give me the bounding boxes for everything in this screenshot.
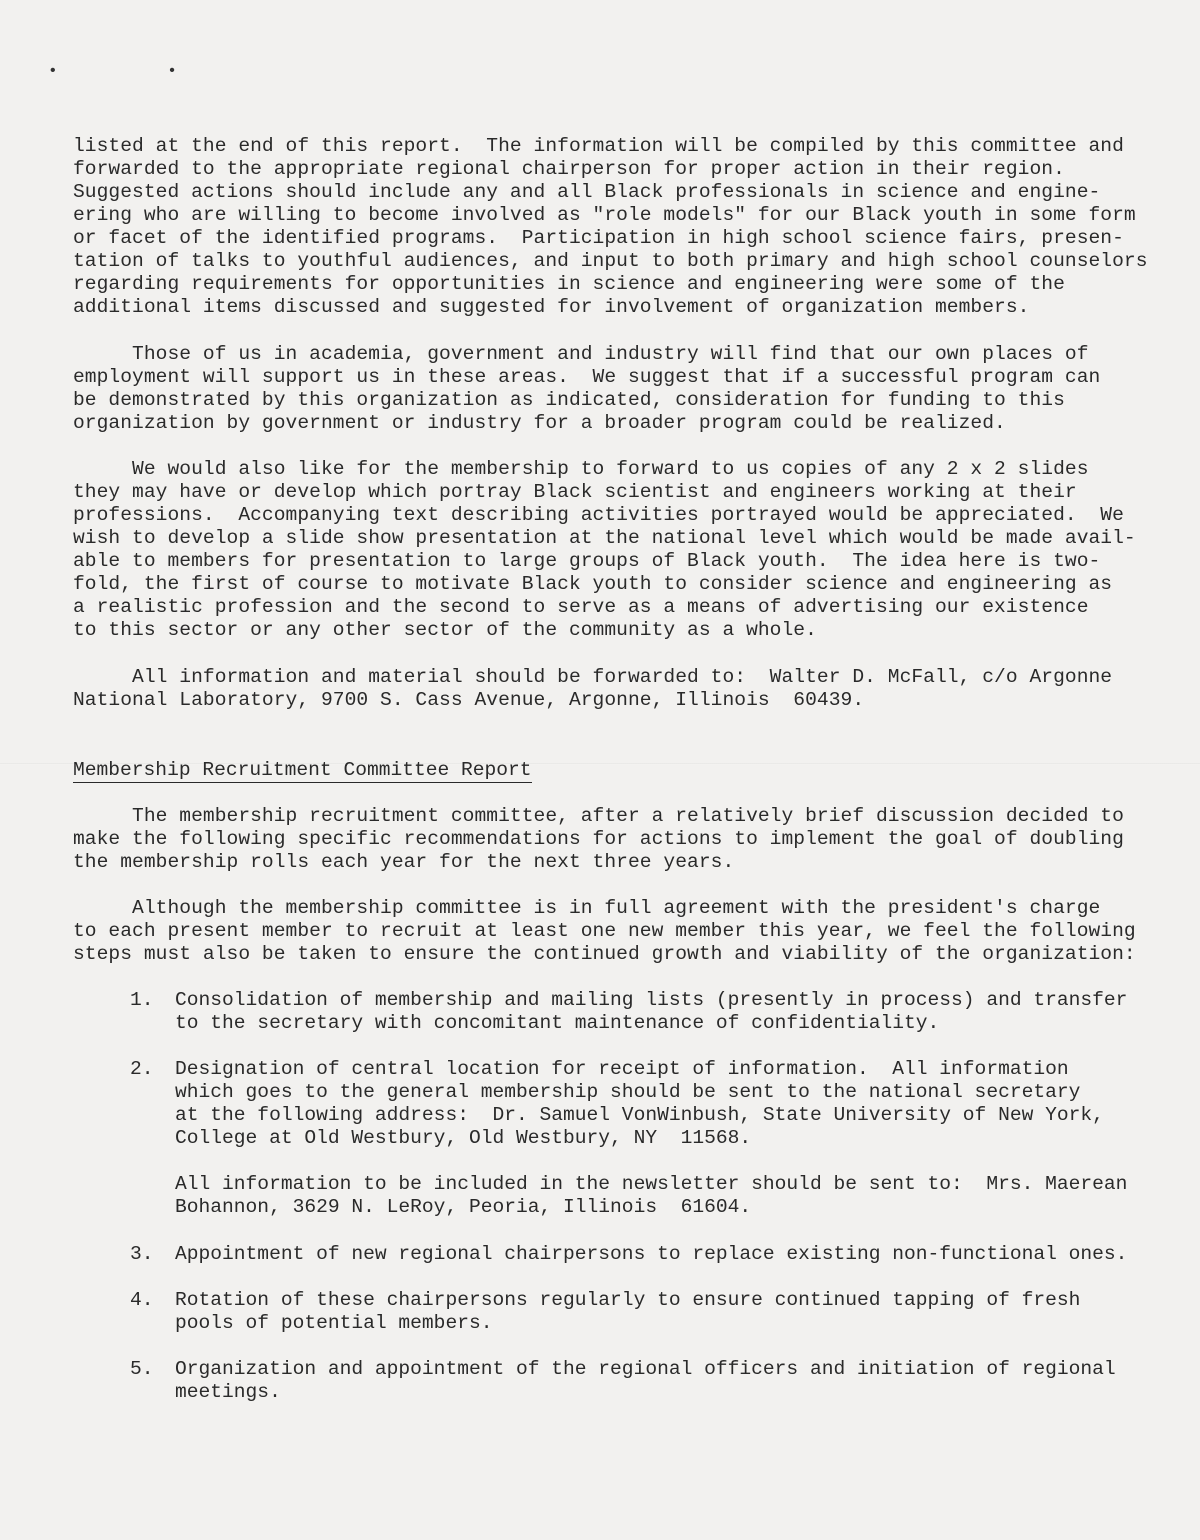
paragraph-3-line: We would also like for the membership to forward to us copies of any 2 x 2 slides <box>73 458 1089 480</box>
paragraph-2-line: be demonstrated by this organization as indicated, consideration for funding to this <box>73 389 1065 411</box>
list-item-line: meetings. <box>175 1381 281 1403</box>
list-number: 1. <box>130 989 154 1011</box>
list-item-line: All information to be included in the newsletter should be sent to: Mrs. Maerean <box>175 1173 1128 1195</box>
list-item-line: to the secretary with concomitant maintenance of confidentiality. <box>175 1012 940 1034</box>
paragraph-5-line: the membership rolls each year for the next three years. <box>73 851 735 873</box>
paragraph-6-line: to each present member to recruit at least one new member this year, we feel the following <box>73 920 1136 942</box>
paragraph-3-line: a realistic profession and the second to serve as a means of advertising our existence <box>73 596 1089 618</box>
section-heading: Membership Recruitment Committee Report <box>73 759 532 783</box>
paragraph-3-line: fold, the first of course to motivate Black youth to consider science and engineering as <box>73 573 1113 595</box>
list-item-line: Bohannon, 3629 N. LeRoy, Peoria, Illinois 61604. <box>175 1196 752 1218</box>
list-item-line: Rotation of these chairpersons regularly to ensure continued tapping of fresh <box>175 1289 1081 1311</box>
paragraph-1-line: Suggested actions should include any and all Black professionals in science and engine- <box>73 181 1101 203</box>
list-item-line: College at Old Westbury, Old Westbury, NY 11568. <box>175 1127 752 1149</box>
paragraph-5-line: The membership recruitment committee, after a relatively brief discussion decided to <box>73 805 1124 827</box>
paragraph-1-line: forwarded to the appropriate regional chairperson for proper action in their region. <box>73 158 1065 180</box>
paragraph-6-line: Although the membership committee is in full agreement with the president's charge <box>73 897 1101 919</box>
list-item-line: Appointment of new regional chairpersons to replace existing non-functional ones. <box>175 1243 1128 1265</box>
list-number: 5. <box>130 1358 154 1380</box>
list-number: 4. <box>130 1289 154 1311</box>
corner-marks: • • <box>48 62 227 80</box>
paragraph-3-line: able to members for presentation to large groups of Black youth. The idea here is two- <box>73 550 1101 572</box>
paragraph-2-line: employment will support us in these areas. We suggest that if a successful program can <box>73 366 1101 388</box>
paragraph-1-line: or facet of the identified programs. Participation in high school science fairs, presen- <box>73 227 1124 249</box>
list-item-line: Designation of central location for receipt of information. All information <box>175 1058 1069 1080</box>
paragraph-1-line: regarding requirements for opportunities in science and engineering were some of the <box>73 273 1065 295</box>
paragraph-3-line: they may have or develop which portray Black scientist and engineers working at their <box>73 481 1077 503</box>
list-item-line: at the following address: Dr. Samuel VonWinbush, State University of New York, <box>175 1104 1104 1126</box>
list-item-line: Consolidation of membership and mailing lists (presently in process) and transfer <box>175 989 1128 1011</box>
paragraph-4-line: National Laboratory, 9700 S. Cass Avenue, Argonne, Illinois 60439. <box>73 689 865 711</box>
list-item-line: Organization and appointment of the regional officers and initiation of regional <box>175 1358 1116 1380</box>
paragraph-1-line: tation of talks to youthful audiences, and input to both primary and high school counselors <box>73 250 1148 272</box>
list-number: 2. <box>130 1058 154 1080</box>
paragraph-4-line: All information and material should be forwarded to: Walter D. McFall, c/o Argonne <box>73 666 1113 688</box>
list-number: 3. <box>130 1243 154 1265</box>
paragraph-3-line: professions. Accompanying text describing activities portrayed would be appreciated. We <box>73 504 1124 526</box>
paragraph-2-line: Those of us in academia, government and industry will find that our own places of <box>73 343 1089 365</box>
paragraph-3-line: to this sector or any other sector of the community as a whole. <box>73 619 817 641</box>
paragraph-1-line: listed at the end of this report. The information will be compiled by this committee and <box>73 135 1124 157</box>
paragraph-6-line: steps must also be taken to ensure the continued growth and viability of the organization: <box>73 943 1136 965</box>
list-item-line: which goes to the general membership should be sent to the national secretary <box>175 1081 1081 1103</box>
paragraph-1-line: ering who are willing to become involved as "role models" for our Black youth in some form <box>73 204 1136 226</box>
paragraph-1-line: additional items discussed and suggested for involvement of organization members. <box>73 296 1030 318</box>
paragraph-2-line: organization by government or industry for a broader program could be realized. <box>73 412 1006 434</box>
paragraph-5-line: make the following specific recommendations for actions to implement the goal of doubling <box>73 828 1124 850</box>
list-item-line: pools of potential members. <box>175 1312 493 1334</box>
paragraph-3-line: wish to develop a slide show presentation at the national level which would be made avail- <box>73 527 1136 549</box>
